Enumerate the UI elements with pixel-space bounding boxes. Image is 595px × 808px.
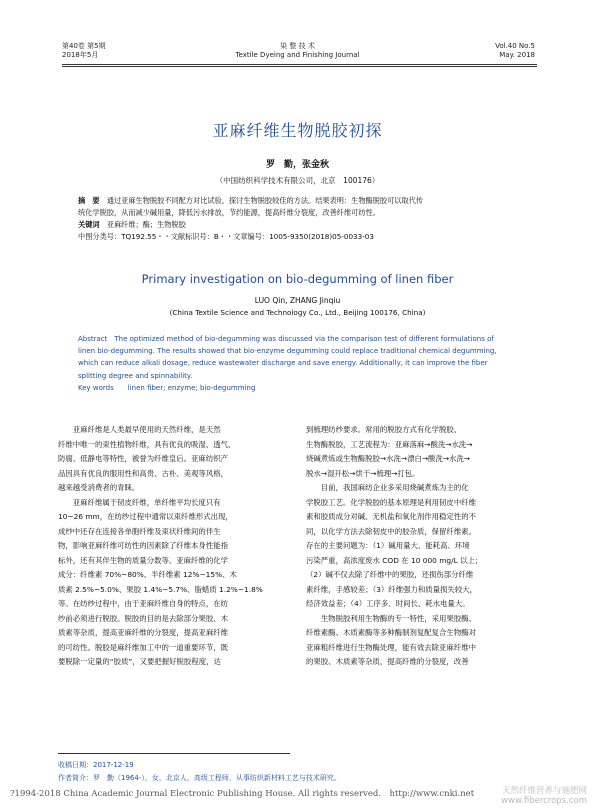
body-text-line: 的果胶、木质素等杂质，提高纤维的分裂度，改善 (306, 657, 469, 666)
footnote-rule (58, 753, 290, 754)
classification-line: 中图分类号：TQ192.55・・文献标识号：B・・文章编号：1005-9350(2018)05-0033-03 (78, 232, 374, 241)
body-text-line: 亚麻纤维是人类最早使用的天然纤维，是天然 (58, 425, 221, 434)
body-text-line: 要脱除一定量的“胶质”，又要把握好脱胶程度，达 (58, 657, 221, 666)
body-text-line: 素纤维，手感较差；（3）纤维强力和质量损失较大， (306, 584, 477, 594)
body-text-line: 10~26 mm，在纺纱过程中通常以束纤维形式出现， (58, 512, 233, 521)
body-text-line: 纱前必须进行脱胶。脱胶的目的是去除部分果胶、木 (58, 613, 228, 623)
keywords-cn-label: 关键词 (78, 220, 100, 229)
body-column-left (58, 423, 283, 670)
body-text-line: 学脱胶工艺。化学脱胶的基本原理是利用韧皮中纤维 (306, 497, 476, 507)
watermark-text-cn: 天然纤维营养与施肥网 (501, 786, 587, 796)
volume-issue: 第40卷 第5期 (62, 42, 106, 50)
body-text-line: 成分：纤维素 70%~80%、半纤维素 12%~15%、木 (58, 570, 237, 579)
abstract-en-text-3: which can reduce alkali dosage, reduce wastewater discharge and save energy. Additionally, it can improve the fiber (78, 359, 488, 368)
affiliation-en: (China Textile Science and Technology Co., Ltd., Beijing 100176, China) (169, 308, 426, 317)
body-column-right (306, 423, 531, 670)
body-text-line: 品因具有优良的服用性和高贵、古朴、美观等风格， (58, 468, 228, 478)
journal-name-cn: 染 整 技 术 (280, 42, 315, 50)
body-text-line: 质素 2.5%~5.0%、果胶 1.4%~5.7%、脂蜡质 1.2%~1.8% (58, 584, 263, 594)
abstract-en-text-4: splitting degree and spinnability. (78, 371, 193, 380)
journal-volume-info-en (495, 42, 535, 60)
body-text-line: 物，影响亚麻纤维可纺性的因素除了纤维本身性能指 (58, 541, 228, 550)
body-text-line: 污染严重，高浓度废水 COD 在 10 000 mg/L 以上； (306, 555, 483, 565)
received-date: 2017-12-19 (93, 761, 134, 769)
body-text-line: 标外，还有其伴生物的质量分数等。亚麻纤维的化学 (58, 555, 228, 565)
author-bio-note (58, 771, 341, 785)
body-text-line: （2）碱不仅去除了纤维中的果胶，还损伤部分纤维 (306, 570, 474, 579)
paper-title-cn: 亚麻纤维生物脱胶初探 (212, 121, 383, 140)
watermark-url: www.fibercrops.com (501, 796, 587, 806)
received-date-note (58, 758, 134, 772)
body-text-line: 存在的主要问题为：（1）碱用量大、能耗高、环境 (306, 541, 470, 550)
body-text-line: 脱水→湿开松→烘干→梳理→打包。 (306, 468, 420, 478)
body-text-line: 质素等杂质，提高亚麻纤维的分裂度，提高亚麻纤维 (58, 628, 228, 637)
authors-cn: 罗 勤，张金秋 (265, 160, 329, 170)
abstract-en-text-2: linen bio-degumming. The results showed that bio-enzyme degumming could replace traditional chemical degumming, (78, 347, 497, 356)
keywords-cn-line (78, 219, 523, 231)
issue-date: 2018年5月 (62, 51, 99, 59)
body-text-line: 纤维素酶、木质素酶等多种酶制剂复配复合生物酶对 (306, 628, 476, 637)
body-text-line: 成纱中还存在连接各单胞纤维及束状纤维间的伴生 (58, 526, 221, 536)
volume-issue-en: Vol.40 No.5 (495, 42, 535, 50)
abstract-en (78, 333, 526, 394)
keywords-en: linen fiber; enzyme; bio-degumming (127, 383, 256, 392)
abstract-en-line (78, 333, 526, 345)
body-text-line: 目前，我国麻纺企业多采用烧碱煮炼为主的化 (306, 483, 469, 492)
keywords-cn: 亚麻纤维；酶；生物脱胶 (106, 220, 186, 229)
header-rule (62, 64, 537, 65)
body-text-line: 生物脱胶利用生物酶的专一特性，采用果胶酶、 (306, 613, 476, 623)
body-text-line: 到梳理纺纱要求。常用的脱胶方式有化学脱胶、 (306, 425, 462, 434)
abstract-en-label: Abstract (78, 335, 108, 343)
body-text-line: 生物酶脱胶，工艺流程为：亚麻落麻→酸洗→水洗→ (306, 439, 473, 449)
abstract-cn (78, 195, 523, 243)
abstract-en-text-1: The optimized method of bio-degumming was discussed via the comparison test of different formulations of (114, 335, 494, 343)
abstract-cn-line (78, 195, 523, 207)
received-label: 收稿日期： (58, 761, 93, 769)
authors-en: LUO Qin, ZHANG Jinqiu (254, 296, 341, 305)
body-text-line: 纤维中唯一的束性植物纤维，具有优良的吸湿、透气、 (58, 439, 236, 449)
watermark (501, 786, 587, 806)
header-rule-thin (62, 66, 537, 67)
author-bio-label: 作者简介： (58, 774, 93, 782)
journal-name-en: Textile Dyeing and Finishing Journal (235, 51, 360, 59)
paper-title-en: Primary investigation on bio-degumming of linen fiber (141, 272, 454, 286)
copyright-notice: ?1994-2018 China Academic Journal Electronic Publishing House. All rights reserved. http://www.cnki.net (10, 789, 475, 799)
body-text-line: 同，以化学方法去除韧皮中的胶杂质，保留纤维素。 (306, 526, 476, 536)
body-text-line: 防腐、低静电等特性，被誉为纤维皇后。亚麻纺织产 (58, 454, 228, 463)
keywords-en-label: Key words (78, 383, 114, 392)
keywords-en-line (78, 382, 526, 394)
abstract-cn-text-2: 统化学脱胶，从而减少碱用量，降低污水排放，节约能源，提高纤维分裂度，改善纤维可纺性。 (78, 208, 380, 217)
body-text-line: 越来越受消费者的青睐。 (58, 483, 140, 492)
abstract-cn-text-1: 通过亚麻生物脱胶不同配方对比试验，探讨生物脱胶较佳的方法。结果表明：生物酶脱胶可以取代传 (106, 196, 424, 205)
body-text-line: 经济效益差；（4）工序多、时间长、耗水电量大。 (306, 599, 470, 608)
issue-date-en: May. 2018 (499, 51, 535, 59)
affiliation-cn: （中国纺织科学技术有限公司，北京 100176） (215, 176, 380, 185)
body-text-line: 素和胶质成分对碱、无机盐和氧化剂作用稳定性的不 (306, 512, 476, 521)
body-text-line: 亚麻纤维属于韧皮纤维，单纤维平均长度只有 (58, 497, 221, 507)
body-text-line: 等。在纺纱过程中，由于亚麻纤维自身的特点，在纺 (58, 599, 228, 608)
body-text-line: 的可纺性。脱胶是麻纤维加工中的一道重要环节，既 (58, 642, 228, 652)
body-text-line: 烧碱煮炼或生物酶脱胶→水洗→漂白→酸洗→水洗→ (306, 454, 470, 463)
body-text-line: 亚麻粗纤维进行生物酶处理，能有效去除亚麻纤维中 (306, 642, 476, 652)
author-bio: 罗 勤（1964-），女，北京人，高级工程师，从事纺织新材料工艺与技术研究。 (93, 774, 341, 782)
abstract-cn-label: 摘 要 (78, 196, 100, 205)
